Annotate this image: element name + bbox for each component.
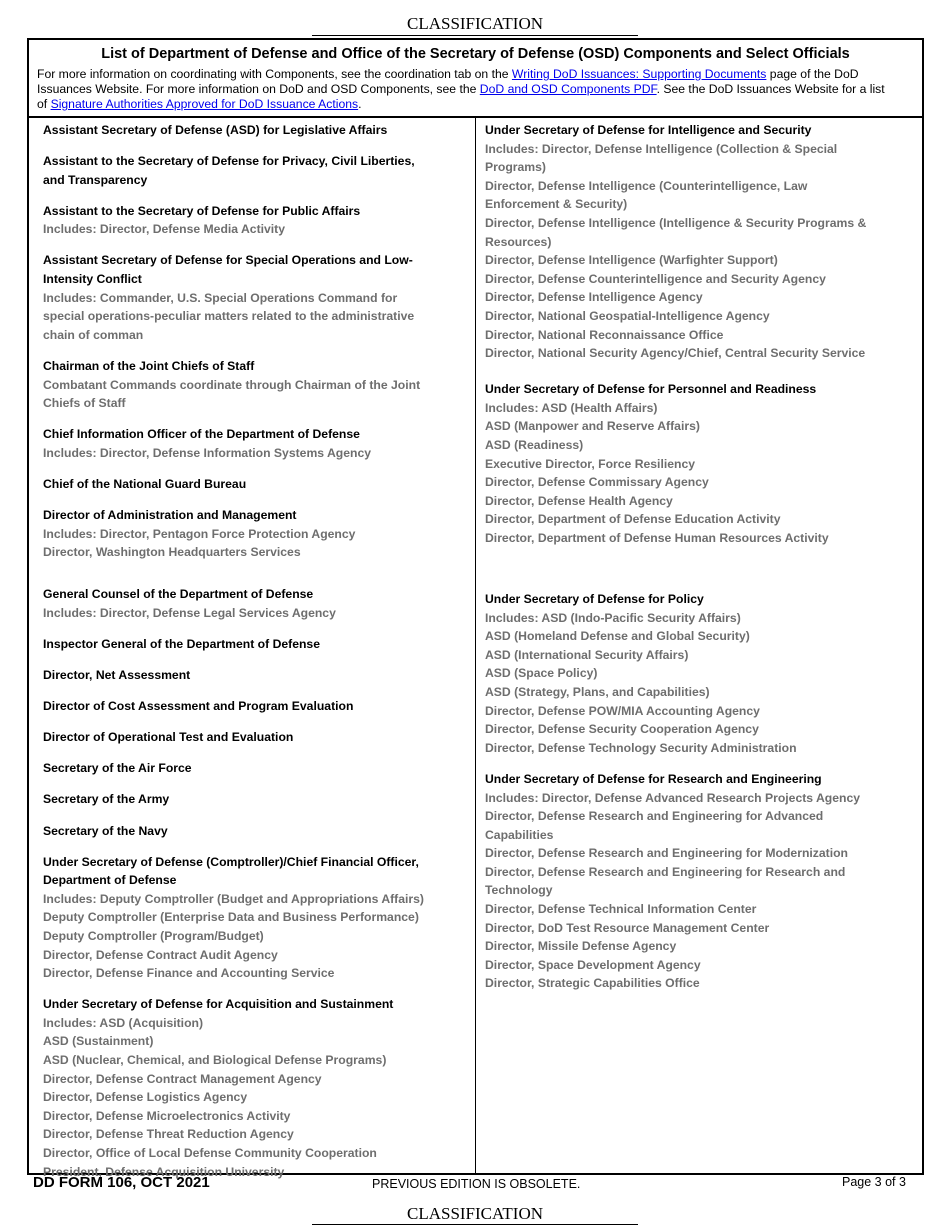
component-group xyxy=(43,666,463,685)
component-group xyxy=(43,251,463,344)
included-component: Includes: Director, Defense Advanced Research Projects Agency xyxy=(485,790,861,805)
component-group xyxy=(43,759,463,778)
right-column xyxy=(485,121,910,1006)
intro-text-3: Issuances Website. For more information on DoD and OSD Components, see the xyxy=(37,82,480,96)
included-component: chain of comman xyxy=(43,327,144,342)
intro-text-1: For more information on coordinating with Components, see the coordination tab on the xyxy=(37,67,512,81)
previous-edition-note: PREVIOUS EDITION IS OBSOLETE. xyxy=(372,1177,581,1191)
official-title: Intensity Conflict xyxy=(43,272,142,287)
official-title: Director of Operational Test and Evaluation xyxy=(43,730,294,745)
included-component: Director, Defense Finance and Accounting Service xyxy=(43,966,335,981)
included-component: Director, Defense Intelligence Agency xyxy=(485,290,703,305)
intro-text-6: . xyxy=(358,97,362,111)
included-component: ASD (Strategy, Plans, and Capabilities) xyxy=(485,685,710,700)
included-component: Director, Defense Security Cooperation Agency xyxy=(485,722,759,737)
included-component: Director, Defense Technical Information Center xyxy=(485,902,757,917)
included-component: Director, Defense Microelectronics Activity xyxy=(43,1108,291,1123)
included-component: ASD (Space Policy) xyxy=(485,666,598,681)
form-frame xyxy=(27,38,924,1179)
included-component: Includes: ASD (Indo-Pacific Security Affairs) xyxy=(485,610,741,625)
included-component: Director, Defense Logistics Agency xyxy=(43,1090,248,1105)
included-component: Includes: Commander, U.S. Special Operations Command for xyxy=(43,290,398,305)
included-component: Deputy Comptroller (Enterprise Data and Business Performance) xyxy=(43,910,419,925)
included-component: Includes: Director, Defense Legal Services Agency xyxy=(43,605,336,620)
component-group xyxy=(43,121,463,140)
official-title: and Transparency xyxy=(43,172,148,187)
component-group xyxy=(43,853,463,983)
included-component: Director, Defense Research and Engineering for Research and xyxy=(485,864,846,879)
classification-bottom: CLASSIFICATION xyxy=(406,1204,544,1223)
included-component: Director, Washington Headquarters Services xyxy=(43,545,301,560)
left-column xyxy=(43,121,463,1194)
included-component: Deputy Comptroller (Program/Budget) xyxy=(43,929,264,943)
included-component: Director, Department of Defense Human Resources Activity xyxy=(485,530,829,545)
official-title: Under Secretary of Defense for Research and Engineering xyxy=(485,771,822,786)
header-intro xyxy=(37,67,915,112)
included-component: Director, Defense Research and Engineering for Modernization xyxy=(485,846,848,861)
included-component: Director, Defense Threat Reduction Agency xyxy=(43,1127,294,1142)
intro-text-2: page of the DoD xyxy=(766,67,859,81)
included-component: Includes: Deputy Comptroller (Budget and Appropriations Affairs) xyxy=(43,891,424,906)
component-group xyxy=(43,475,463,494)
included-component: Director, Defense Commissary Agency xyxy=(485,475,709,490)
included-component: Programs) xyxy=(485,160,546,175)
official-title: Chairman of the Joint Chiefs of Staff xyxy=(43,358,255,373)
included-component: President, Defense Acquisition University xyxy=(43,1164,285,1179)
component-group xyxy=(43,357,463,413)
official-title: General Counsel of the Department of Defense xyxy=(43,587,314,602)
included-component: Director, National Reconnaissance Office xyxy=(485,327,724,342)
included-component: Director, National Geospatial-Intelligence Agency xyxy=(485,308,770,323)
component-group xyxy=(43,697,463,716)
included-component: Includes: Director, Defense Intelligence (Collection & Special xyxy=(485,141,838,156)
official-title: Assistant Secretary of Defense (ASD) for Legislative Affairs xyxy=(43,123,388,137)
component-group xyxy=(43,822,463,841)
official-title: Under Secretary of Defense (Comptroller)/Chief Financial Officer, xyxy=(43,854,419,869)
component-group xyxy=(43,202,463,239)
included-component: Director, Defense Health Agency xyxy=(485,493,673,508)
included-component: Includes: Director, Defense Information Systems Agency xyxy=(43,445,372,460)
classification-bottom-rule xyxy=(312,1224,638,1225)
official-title: Department of Defense xyxy=(43,873,177,888)
intro-text-5: of xyxy=(37,97,51,111)
included-component: Director, National Security Agency/Chief, Central Security Service xyxy=(485,346,866,361)
component-group xyxy=(485,380,910,547)
included-component: ASD (International Security Affairs) xyxy=(485,647,689,662)
included-component: Director, DoD Test Resource Management Center xyxy=(485,920,770,935)
intro-text-4: . See the DoD Issuances Website for a list xyxy=(656,82,885,96)
official-title: Secretary of the Navy xyxy=(43,823,168,838)
component-group xyxy=(485,121,910,363)
page-number: Page 3 of 3 xyxy=(842,1175,906,1189)
included-component: Capabilities xyxy=(485,827,554,842)
included-component: Technology xyxy=(485,883,553,898)
classification-top-rule xyxy=(312,35,638,36)
included-component: special operations-peculiar matters related to the administrative xyxy=(43,309,415,324)
official-title: Under Secretary of Defense for Intelligence and Security xyxy=(485,123,812,137)
component-group xyxy=(43,506,463,562)
included-component: Director, Defense Contract Management Agency xyxy=(43,1071,322,1086)
component-group xyxy=(43,995,463,1181)
component-group xyxy=(43,425,463,462)
included-component: Includes: Director, Defense Media Activity xyxy=(43,222,286,237)
included-component: Director, Office of Local Defense Community Cooperation xyxy=(43,1146,377,1161)
included-component: ASD (Sustainment) xyxy=(43,1034,154,1049)
included-component: Combatant Commands coordinate through Chairman of the Joint xyxy=(43,377,421,392)
official-title: Assistant to the Secretary of Defense for Privacy, Civil Liberties, xyxy=(43,154,415,169)
included-component: Chiefs of Staff xyxy=(43,396,126,411)
header xyxy=(29,40,922,118)
included-component: ASD (Readiness) xyxy=(485,438,584,452)
included-component: Includes: Director, Pentagon Force Protection Agency xyxy=(43,526,356,541)
included-component: ASD (Manpower and Reserve Affairs) xyxy=(485,419,700,434)
official-title: Secretary of the Air Force xyxy=(43,761,192,776)
official-title: Director, Net Assessment xyxy=(43,668,191,683)
dod-osd-components-pdf-link[interactable]: DoD and OSD Components PDF xyxy=(479,82,657,96)
included-component: Director, Defense Contract Audit Agency xyxy=(43,947,278,962)
official-title: Under Secretary of Defense for Personnel and Readiness xyxy=(485,382,817,397)
official-title: Under Secretary of Defense for Acquisition and Sustainment xyxy=(43,997,394,1012)
included-component: Director, Defense POW/MIA Accounting Agency xyxy=(485,703,760,718)
included-component: Director, Defense Counterintelligence and Security Agency xyxy=(485,271,826,286)
signature-authorities-link[interactable]: Signature Authorities Approved for DoD Issuance Actions xyxy=(50,97,359,111)
form-number: DD FORM 106, OCT 2021 xyxy=(33,1174,210,1191)
included-component: Director, Defense Intelligence (Counterintelligence, Law xyxy=(485,178,808,193)
included-component: Includes: ASD (Acquisition) xyxy=(43,1015,204,1030)
official-title: Inspector General of the Department of Defense xyxy=(43,636,320,651)
included-component: Director, Defense Technology Security Administration xyxy=(485,740,797,755)
included-component: Director, Defense Research and Engineering for Advanced xyxy=(485,809,824,824)
official-title: Chief Information Officer of the Department of Defense xyxy=(43,427,360,442)
included-component: Director, Defense Intelligence (Intelligence & Security Programs & xyxy=(485,215,867,230)
official-title: Director of Cost Assessment and Program Evaluation xyxy=(43,699,354,714)
included-component: ASD (Nuclear, Chemical, and Biological Defense Programs) xyxy=(43,1053,387,1068)
included-component: Director, Strategic Capabilities Office xyxy=(485,976,700,991)
official-title: Under Secretary of Defense for Policy xyxy=(485,592,704,607)
included-component: Resources) xyxy=(485,234,552,249)
included-component: Includes: ASD (Health Affairs) xyxy=(485,400,658,415)
classification-top: CLASSIFICATION xyxy=(406,14,544,33)
official-title: Chief of the National Guard Bureau xyxy=(43,476,247,491)
included-component: Director, Missile Defense Agency xyxy=(485,939,677,954)
component-group xyxy=(43,790,463,809)
page-title: List of Department of Defense and Office of the Secretary of Defense (OSD) Components and Select Officials xyxy=(101,46,850,62)
included-component: Enforcement & Security) xyxy=(485,197,628,212)
component-group xyxy=(485,770,910,993)
component-group xyxy=(43,585,463,622)
component-group xyxy=(43,635,463,654)
included-component: Director, Space Development Agency xyxy=(485,957,701,972)
included-component: Executive Director, Force Resiliency xyxy=(485,456,695,471)
column-divider xyxy=(475,118,476,1173)
component-group xyxy=(485,590,910,757)
official-title: Director of Administration and Management xyxy=(43,508,297,522)
official-title: Assistant to the Secretary of Defense for Public Affairs xyxy=(43,203,361,218)
included-component: ASD (Homeland Defense and Global Security) xyxy=(485,629,750,644)
included-component: Director, Department of Defense Education Activity xyxy=(485,512,781,527)
official-title: Assistant Secretary of Defense for Special Operations and Low- xyxy=(43,253,413,268)
component-group xyxy=(43,728,463,747)
component-group xyxy=(43,152,463,189)
official-title: Secretary of the Army xyxy=(43,792,170,807)
included-component: Director, Defense Intelligence (Warfighter Support) xyxy=(485,253,778,268)
writing-dod-issuances-link[interactable]: Writing DoD Issuances: Supporting Documents xyxy=(511,67,767,81)
